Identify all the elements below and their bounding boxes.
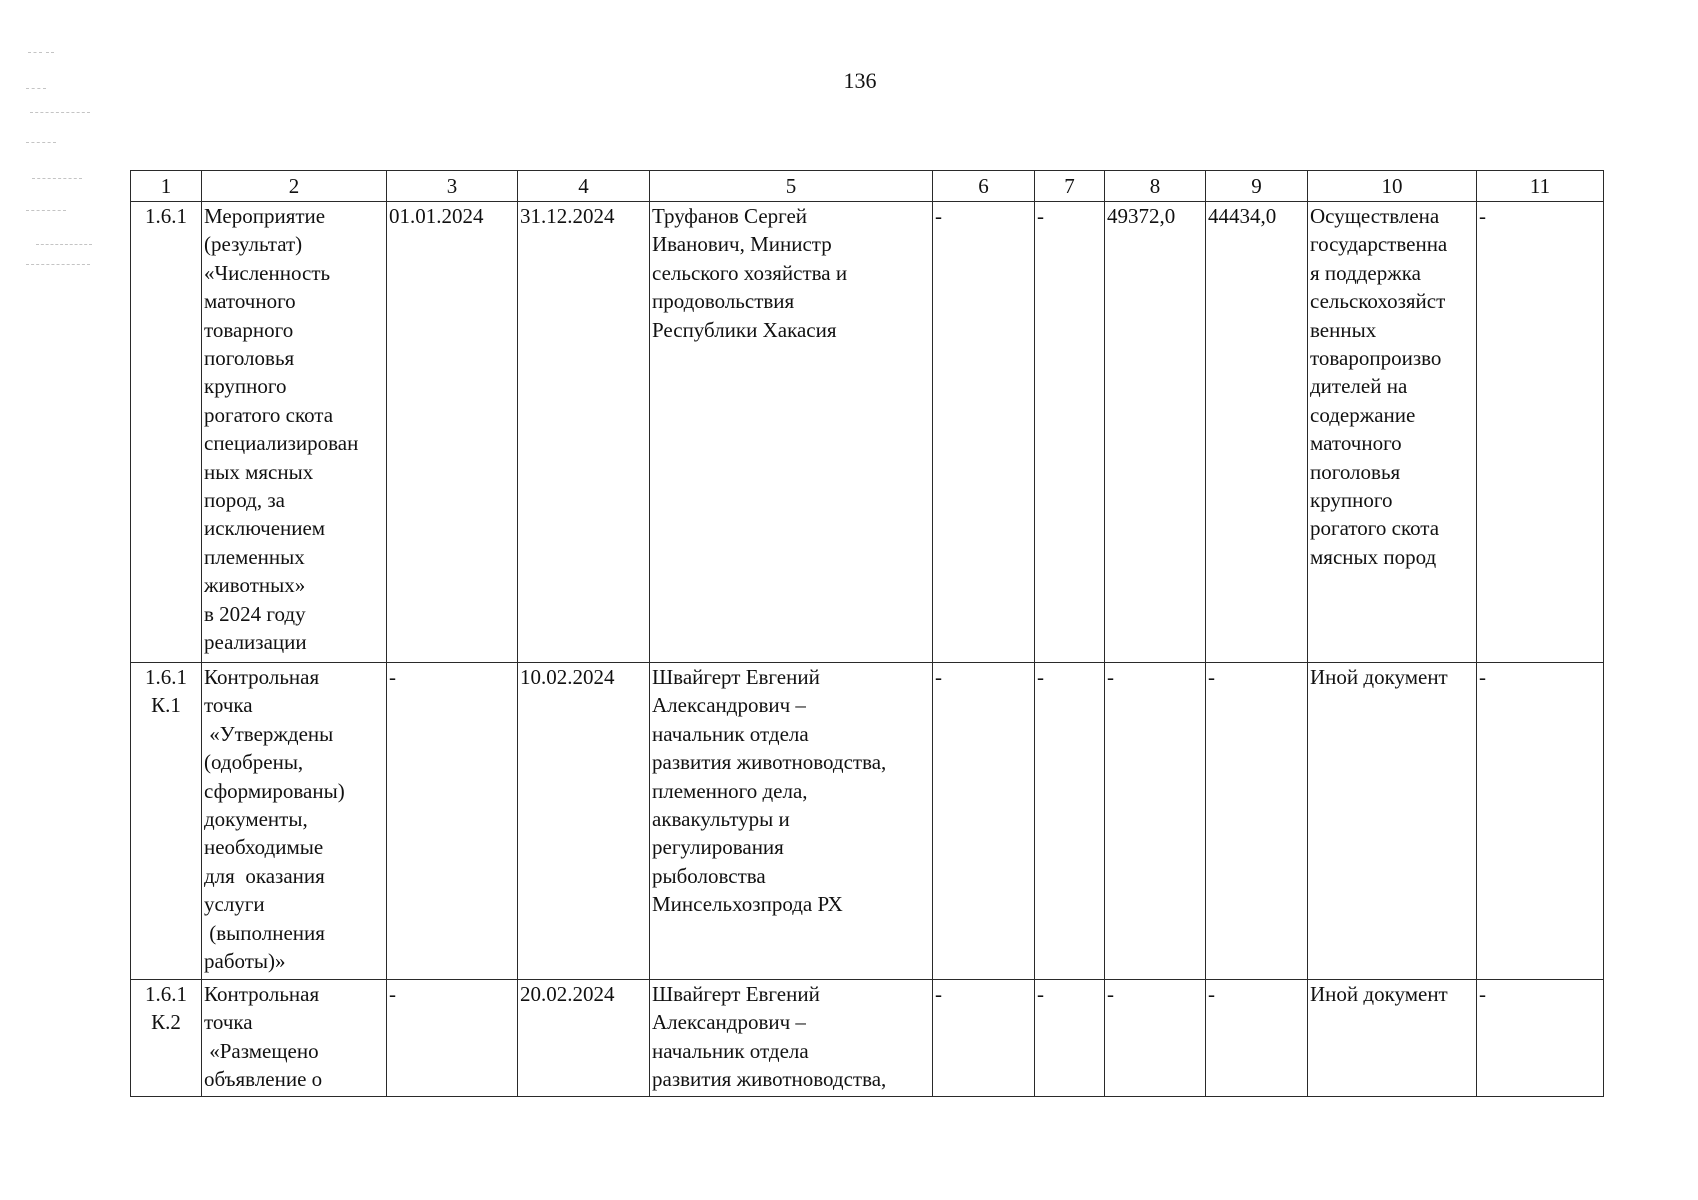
- column-header: 10: [1308, 171, 1477, 202]
- cell-text-line: товаропроизво: [1310, 346, 1442, 371]
- table-row: [131, 980, 1604, 1097]
- column-6-cell: -: [933, 980, 1035, 1097]
- cell-text-line: Минсельхозпрода РХ: [652, 892, 843, 917]
- cell-text-line: К.2: [151, 1010, 181, 1035]
- cell-text-line: крупного: [1310, 488, 1393, 513]
- column-header: 2: [202, 171, 387, 202]
- column-7-cell: -: [1035, 980, 1105, 1097]
- cell-text-line: Контрольная: [204, 665, 320, 689]
- cell-text-line: поголовья: [1310, 459, 1401, 484]
- responsible-person-cell: [650, 980, 933, 1097]
- cell-text-line: объявление о: [204, 1067, 323, 1092]
- cell-text-line: мясных пород: [1310, 544, 1437, 569]
- activity-name-cell: [202, 980, 387, 1097]
- cell-text-line: рогатого скота: [1310, 516, 1440, 541]
- cell-text-line: (результат): [204, 232, 303, 257]
- cell-text-line: маточного: [1310, 431, 1402, 456]
- result-cell: [1308, 202, 1477, 663]
- responsible-person-cell: [650, 202, 933, 663]
- column-6-cell: -: [933, 202, 1035, 663]
- cell-text-line: (выполнения: [204, 920, 325, 945]
- cell-text-line: 1.6.1: [145, 982, 187, 1006]
- column-11-cell: -: [1477, 980, 1604, 1097]
- cell-text-line: содержание: [1310, 402, 1416, 427]
- column-7-cell: -: [1035, 202, 1105, 663]
- cell-text-line: Иванович, Министр: [652, 232, 832, 257]
- cell-text-line: животных»: [204, 573, 306, 598]
- cell-text-line: пород, за: [204, 488, 285, 513]
- cell-text-line: документы,: [204, 807, 308, 832]
- cell-text-line: я поддержка: [1310, 260, 1421, 285]
- cell-text-line: работы)»: [204, 949, 286, 974]
- cell-text-line: Мероприятие: [204, 204, 326, 228]
- cell-text-line: племенных: [204, 544, 305, 569]
- cell-text-line: дителей на: [1310, 374, 1408, 399]
- cell-text-line: начальник отдела: [652, 721, 809, 746]
- cell-text-line: Осуществлена: [1310, 204, 1440, 228]
- cell-text-line: рыболовства: [652, 863, 766, 888]
- cell-text-line: К.1: [151, 693, 181, 718]
- cell-text-line: племенного дела,: [652, 778, 808, 803]
- cell-text-line: Швайгерт Евгений: [652, 982, 820, 1006]
- column-header: 3: [387, 171, 518, 202]
- cell-text-line: Республики Хакасия: [652, 317, 837, 342]
- cell-text-line: точка: [204, 1010, 253, 1035]
- column-header: 9: [1206, 171, 1308, 202]
- end-date-cell: 31.12.2024: [518, 202, 650, 663]
- cell-text-line: регулирования: [652, 835, 784, 860]
- cell-text-line: точка: [204, 693, 253, 718]
- activity-name-cell: [202, 663, 387, 980]
- cell-text-line: товарного: [204, 317, 294, 342]
- cell-text-line: Швайгерт Евгений: [652, 665, 820, 689]
- amount-col-8-cell: -: [1105, 663, 1206, 980]
- item-number-cell: [131, 202, 202, 663]
- column-header: 8: [1105, 171, 1206, 202]
- cell-text-line: исключением: [204, 516, 326, 541]
- cell-text-line: сельского хозяйства и: [652, 260, 848, 285]
- scan-margin-marks: [26, 50, 98, 270]
- amount-col-9-cell: -: [1206, 663, 1308, 980]
- cell-text-line: 1.6.1: [145, 204, 187, 228]
- cell-text-line: Иной документ: [1310, 982, 1448, 1006]
- end-date-cell: 20.02.2024: [518, 980, 650, 1097]
- activity-name-cell: [202, 202, 387, 663]
- cell-text-line: необходимые: [204, 835, 324, 860]
- cell-text-line: 1.6.1: [145, 665, 187, 689]
- cell-text-line: государственна: [1310, 232, 1448, 257]
- column-header: 11: [1477, 171, 1604, 202]
- column-7-cell: -: [1035, 663, 1105, 980]
- cell-text-line: развития животноводства,: [652, 750, 887, 775]
- cell-text-line: реализации: [204, 630, 307, 655]
- column-header: 4: [518, 171, 650, 202]
- amount-col-8-cell: -: [1105, 980, 1206, 1097]
- result-cell: [1308, 980, 1477, 1097]
- column-header: 1: [131, 171, 202, 202]
- result-cell: [1308, 663, 1477, 980]
- cell-text-line: начальник отдела: [652, 1038, 809, 1063]
- cell-text-line: продовольствия: [652, 289, 795, 314]
- column-header: 6: [933, 171, 1035, 202]
- column-header: 5: [650, 171, 933, 202]
- column-6-cell: -: [933, 663, 1035, 980]
- cell-text-line: сформированы): [204, 778, 345, 803]
- cell-text-line: Иной документ: [1310, 665, 1448, 689]
- cell-text-line: «Численность: [204, 260, 331, 285]
- amount-col-8-cell: 49372,0: [1105, 202, 1206, 663]
- start-date-cell: -: [387, 663, 518, 980]
- cell-text-line: рогатого скота: [204, 402, 334, 427]
- cell-text-line: услуги: [204, 892, 265, 917]
- item-number-cell: [131, 980, 202, 1097]
- cell-text-line: для оказания: [204, 863, 325, 888]
- cell-text-line: (одобрены,: [204, 750, 304, 775]
- cell-text-line: Труфанов Сергей: [652, 204, 808, 228]
- cell-text-line: в 2024 году: [204, 601, 306, 626]
- amount-col-9-cell: -: [1206, 980, 1308, 1097]
- table-row: [131, 202, 1604, 663]
- item-number-cell: [131, 663, 202, 980]
- cell-text-line: крупного: [204, 374, 287, 399]
- cell-text-line: Александрович –: [652, 693, 806, 718]
- cell-text-line: «Размещено: [204, 1038, 319, 1063]
- page-number: 136: [843, 68, 877, 93]
- end-date-cell: 10.02.2024: [518, 663, 650, 980]
- cell-text-line: развития животноводства,: [652, 1067, 887, 1092]
- start-date-cell: -: [387, 980, 518, 1097]
- cell-text-line: аквакультуры и: [652, 807, 790, 832]
- cell-text-line: ных мясных: [204, 459, 314, 484]
- cell-text-line: поголовья: [204, 346, 295, 371]
- column-11-cell: -: [1477, 663, 1604, 980]
- cell-text-line: Контрольная: [204, 982, 320, 1006]
- table-row: [131, 663, 1604, 980]
- column-number-row: [131, 171, 1604, 202]
- responsible-person-cell: [650, 663, 933, 980]
- cell-text-line: Александрович –: [652, 1010, 806, 1035]
- amount-col-9-cell: 44434,0: [1206, 202, 1308, 663]
- activity-table: [130, 170, 1604, 1097]
- cell-text-line: маточного: [204, 289, 296, 314]
- cell-text-line: «Утверждены: [204, 721, 334, 746]
- column-11-cell: -: [1477, 202, 1604, 663]
- start-date-cell: 01.01.2024: [387, 202, 518, 663]
- column-header: 7: [1035, 171, 1105, 202]
- cell-text-line: сельскохозяйст: [1310, 289, 1446, 314]
- cell-text-line: специализирован: [204, 431, 359, 456]
- cell-text-line: венных: [1310, 317, 1377, 342]
